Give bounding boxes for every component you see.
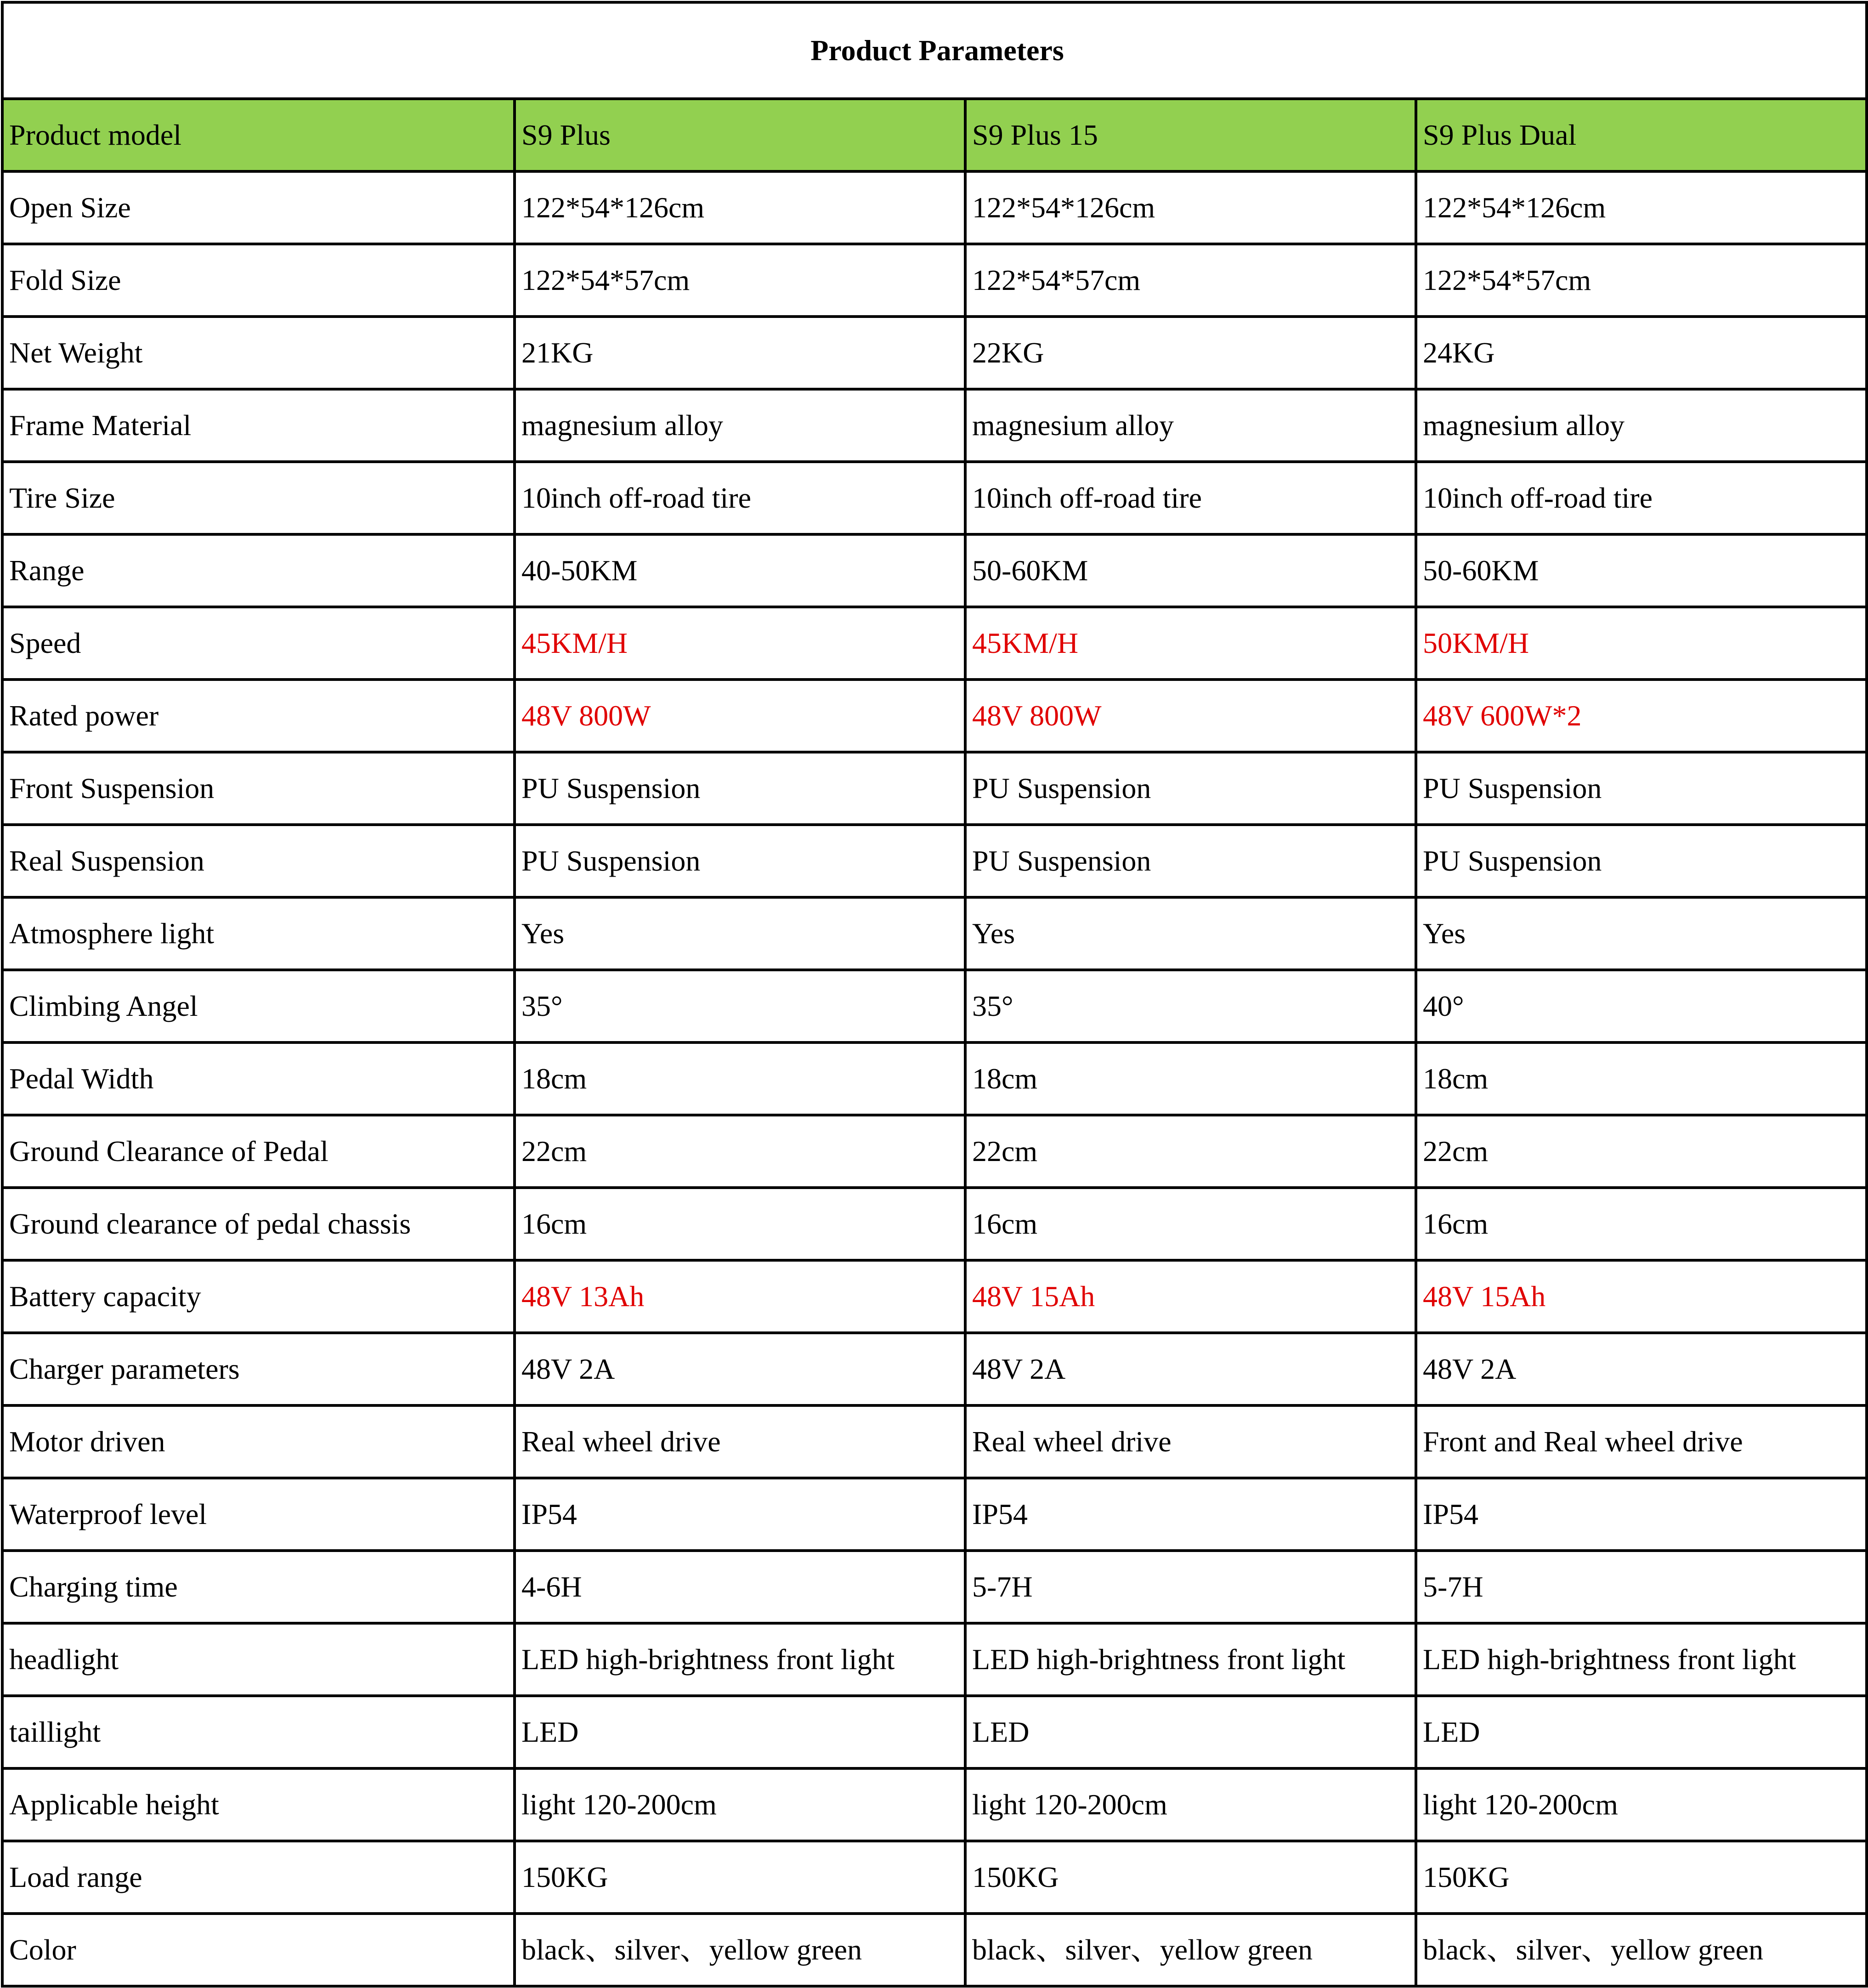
row-value-cell: 122*54*126cm xyxy=(965,171,1416,244)
row-value-cell: black、silver、yellow green xyxy=(515,1914,965,1986)
row-value-cell: 16cm xyxy=(1416,1188,1867,1260)
row-value-cell: 18cm xyxy=(965,1042,1416,1115)
page-title: Product Parameters xyxy=(2,2,1867,99)
row-label-cell: Charger parameters xyxy=(2,1333,515,1405)
row-value-cell: 10inch off-road tire xyxy=(965,462,1416,534)
row-value-cell: 50-60KM xyxy=(1416,534,1867,607)
row-value-cell: 48V 13Ah xyxy=(515,1260,965,1333)
row-value-cell: light 120-200cm xyxy=(515,1768,965,1841)
table-row xyxy=(2,1333,1867,1405)
row-value-cell: LED xyxy=(1416,1696,1867,1768)
row-value-cell: 48V 15Ah xyxy=(965,1260,1416,1333)
row-value-cell: LED high-brightness front light xyxy=(515,1623,965,1696)
row-label-cell: Ground clearance of pedal chassis xyxy=(2,1188,515,1260)
row-value-cell: Front and Real wheel drive xyxy=(1416,1405,1867,1478)
row-value-cell: 50KM/H xyxy=(1416,607,1867,680)
row-label-cell: Range xyxy=(2,534,515,607)
row-value-cell: 35° xyxy=(515,970,965,1042)
row-value-cell: 50-60KM xyxy=(965,534,1416,607)
row-value-cell: 150KG xyxy=(515,1841,965,1914)
row-value-cell: 48V 800W xyxy=(965,680,1416,752)
table-row xyxy=(2,389,1867,462)
row-value-cell: 18cm xyxy=(515,1042,965,1115)
table-row xyxy=(2,1914,1867,1986)
row-value-cell: 35° xyxy=(965,970,1416,1042)
row-label-cell: Net Weight xyxy=(2,317,515,389)
row-value-cell: 22cm xyxy=(965,1115,1416,1188)
row-label-cell: Applicable height xyxy=(2,1768,515,1841)
row-value-cell: PU Suspension xyxy=(965,825,1416,897)
row-value-cell: 5-7H xyxy=(1416,1551,1867,1623)
row-value-cell: light 120-200cm xyxy=(965,1768,1416,1841)
row-value-cell: 122*54*57cm xyxy=(515,244,965,317)
row-value-cell: 22KG xyxy=(965,317,1416,389)
row-label-cell: Front Suspension xyxy=(2,752,515,825)
row-value-cell: 18cm xyxy=(1416,1042,1867,1115)
row-value-cell: 10inch off-road tire xyxy=(515,462,965,534)
row-value-cell: 24KG xyxy=(1416,317,1867,389)
table-row xyxy=(2,1405,1867,1478)
row-value-cell: 45KM/H xyxy=(515,607,965,680)
row-label-cell: Open Size xyxy=(2,171,515,244)
row-label-cell: Battery capacity xyxy=(2,1260,515,1333)
row-value-cell: PU Suspension xyxy=(1416,825,1867,897)
row-value-cell: 150KG xyxy=(965,1841,1416,1914)
table-row xyxy=(2,171,1867,244)
table-row xyxy=(2,1768,1867,1841)
row-value-cell: 21KG xyxy=(515,317,965,389)
row-value-cell: 16cm xyxy=(965,1188,1416,1260)
row-value-cell: 48V 15Ah xyxy=(1416,1260,1867,1333)
table-row xyxy=(2,607,1867,680)
row-value-cell: Yes xyxy=(965,897,1416,970)
table-row xyxy=(2,1260,1867,1333)
row-label-cell: Fold Size xyxy=(2,244,515,317)
row-value-cell: PU Suspension xyxy=(1416,752,1867,825)
row-value-cell: LED high-brightness front light xyxy=(1416,1623,1867,1696)
table-row xyxy=(2,462,1867,534)
product-parameters-table xyxy=(1,1,1868,1988)
row-value-cell: 40° xyxy=(1416,970,1867,1042)
row-value-cell: IP54 xyxy=(965,1478,1416,1551)
row-value-cell: Yes xyxy=(1416,897,1867,970)
header-model-s9-plus-dual: S9 Plus Dual xyxy=(1416,99,1867,171)
row-value-cell: PU Suspension xyxy=(515,752,965,825)
row-value-cell: Yes xyxy=(515,897,965,970)
row-value-cell: 48V 800W xyxy=(515,680,965,752)
row-value-cell: PU Suspension xyxy=(965,752,1416,825)
row-value-cell: 22cm xyxy=(515,1115,965,1188)
table-row xyxy=(2,1188,1867,1260)
table-row xyxy=(2,1841,1867,1914)
row-label-cell: Motor driven xyxy=(2,1405,515,1478)
row-label-cell: Charging time xyxy=(2,1551,515,1623)
row-label-cell: Ground Clearance of Pedal xyxy=(2,1115,515,1188)
table-row xyxy=(2,1623,1867,1696)
row-value-cell: LED xyxy=(965,1696,1416,1768)
table-row xyxy=(2,1478,1867,1551)
row-value-cell: 48V 2A xyxy=(1416,1333,1867,1405)
header-row xyxy=(2,99,1867,171)
row-value-cell: LED xyxy=(515,1696,965,1768)
row-value-cell: 122*54*57cm xyxy=(1416,244,1867,317)
row-label-cell: Waterproof level xyxy=(2,1478,515,1551)
row-value-cell: 22cm xyxy=(1416,1115,1867,1188)
row-label-cell: Real Suspension xyxy=(2,825,515,897)
table-row xyxy=(2,534,1867,607)
row-value-cell: light 120-200cm xyxy=(1416,1768,1867,1841)
row-value-cell: black、silver、yellow green xyxy=(965,1914,1416,1986)
row-value-cell: Real wheel drive xyxy=(515,1405,965,1478)
row-value-cell: 48V 600W*2 xyxy=(1416,680,1867,752)
row-value-cell: 122*54*126cm xyxy=(515,171,965,244)
row-label-cell: taillight xyxy=(2,1696,515,1768)
row-label-cell: Rated power xyxy=(2,680,515,752)
table-row xyxy=(2,1551,1867,1623)
row-value-cell: PU Suspension xyxy=(515,825,965,897)
row-value-cell: magnesium alloy xyxy=(1416,389,1867,462)
row-value-cell: 40-50KM xyxy=(515,534,965,607)
row-value-cell: 48V 2A xyxy=(515,1333,965,1405)
row-label-cell: headlight xyxy=(2,1623,515,1696)
row-value-cell: IP54 xyxy=(1416,1478,1867,1551)
row-label-cell: Color xyxy=(2,1914,515,1986)
table-row xyxy=(2,317,1867,389)
table-row xyxy=(2,1042,1867,1115)
row-value-cell: IP54 xyxy=(515,1478,965,1551)
row-value-cell: black、silver、yellow green xyxy=(1416,1914,1867,1986)
row-value-cell: LED high-brightness front light xyxy=(965,1623,1416,1696)
row-value-cell: 150KG xyxy=(1416,1841,1867,1914)
row-value-cell: 10inch off-road tire xyxy=(1416,462,1867,534)
row-value-cell: 16cm xyxy=(515,1188,965,1260)
row-value-cell: 122*54*126cm xyxy=(1416,171,1867,244)
table-row xyxy=(2,897,1867,970)
table-row xyxy=(2,752,1867,825)
row-label-cell: Tire Size xyxy=(2,462,515,534)
row-value-cell: 45KM/H xyxy=(965,607,1416,680)
table-row xyxy=(2,1115,1867,1188)
row-value-cell: magnesium alloy xyxy=(965,389,1416,462)
row-value-cell: 4-6H xyxy=(515,1551,965,1623)
header-label-cell: Product model xyxy=(2,99,515,171)
row-value-cell: 5-7H xyxy=(965,1551,1416,1623)
row-value-cell: 48V 2A xyxy=(965,1333,1416,1405)
table-row xyxy=(2,680,1867,752)
header-model-s9-plus-15: S9 Plus 15 xyxy=(965,99,1416,171)
table-row xyxy=(2,825,1867,897)
table-row xyxy=(2,970,1867,1042)
title-row xyxy=(2,2,1867,99)
row-label-cell: Speed xyxy=(2,607,515,680)
row-label-cell: Frame Material xyxy=(2,389,515,462)
header-model-s9-plus: S9 Plus xyxy=(515,99,965,171)
table-row xyxy=(2,1696,1867,1768)
table-body xyxy=(2,2,1867,1986)
row-label-cell: Load range xyxy=(2,1841,515,1914)
row-value-cell: Real wheel drive xyxy=(965,1405,1416,1478)
row-label-cell: Climbing Angel xyxy=(2,970,515,1042)
row-label-cell: Atmosphere light xyxy=(2,897,515,970)
row-value-cell: magnesium alloy xyxy=(515,389,965,462)
row-value-cell: 122*54*57cm xyxy=(965,244,1416,317)
table-row xyxy=(2,244,1867,317)
row-label-cell: Pedal Width xyxy=(2,1042,515,1115)
